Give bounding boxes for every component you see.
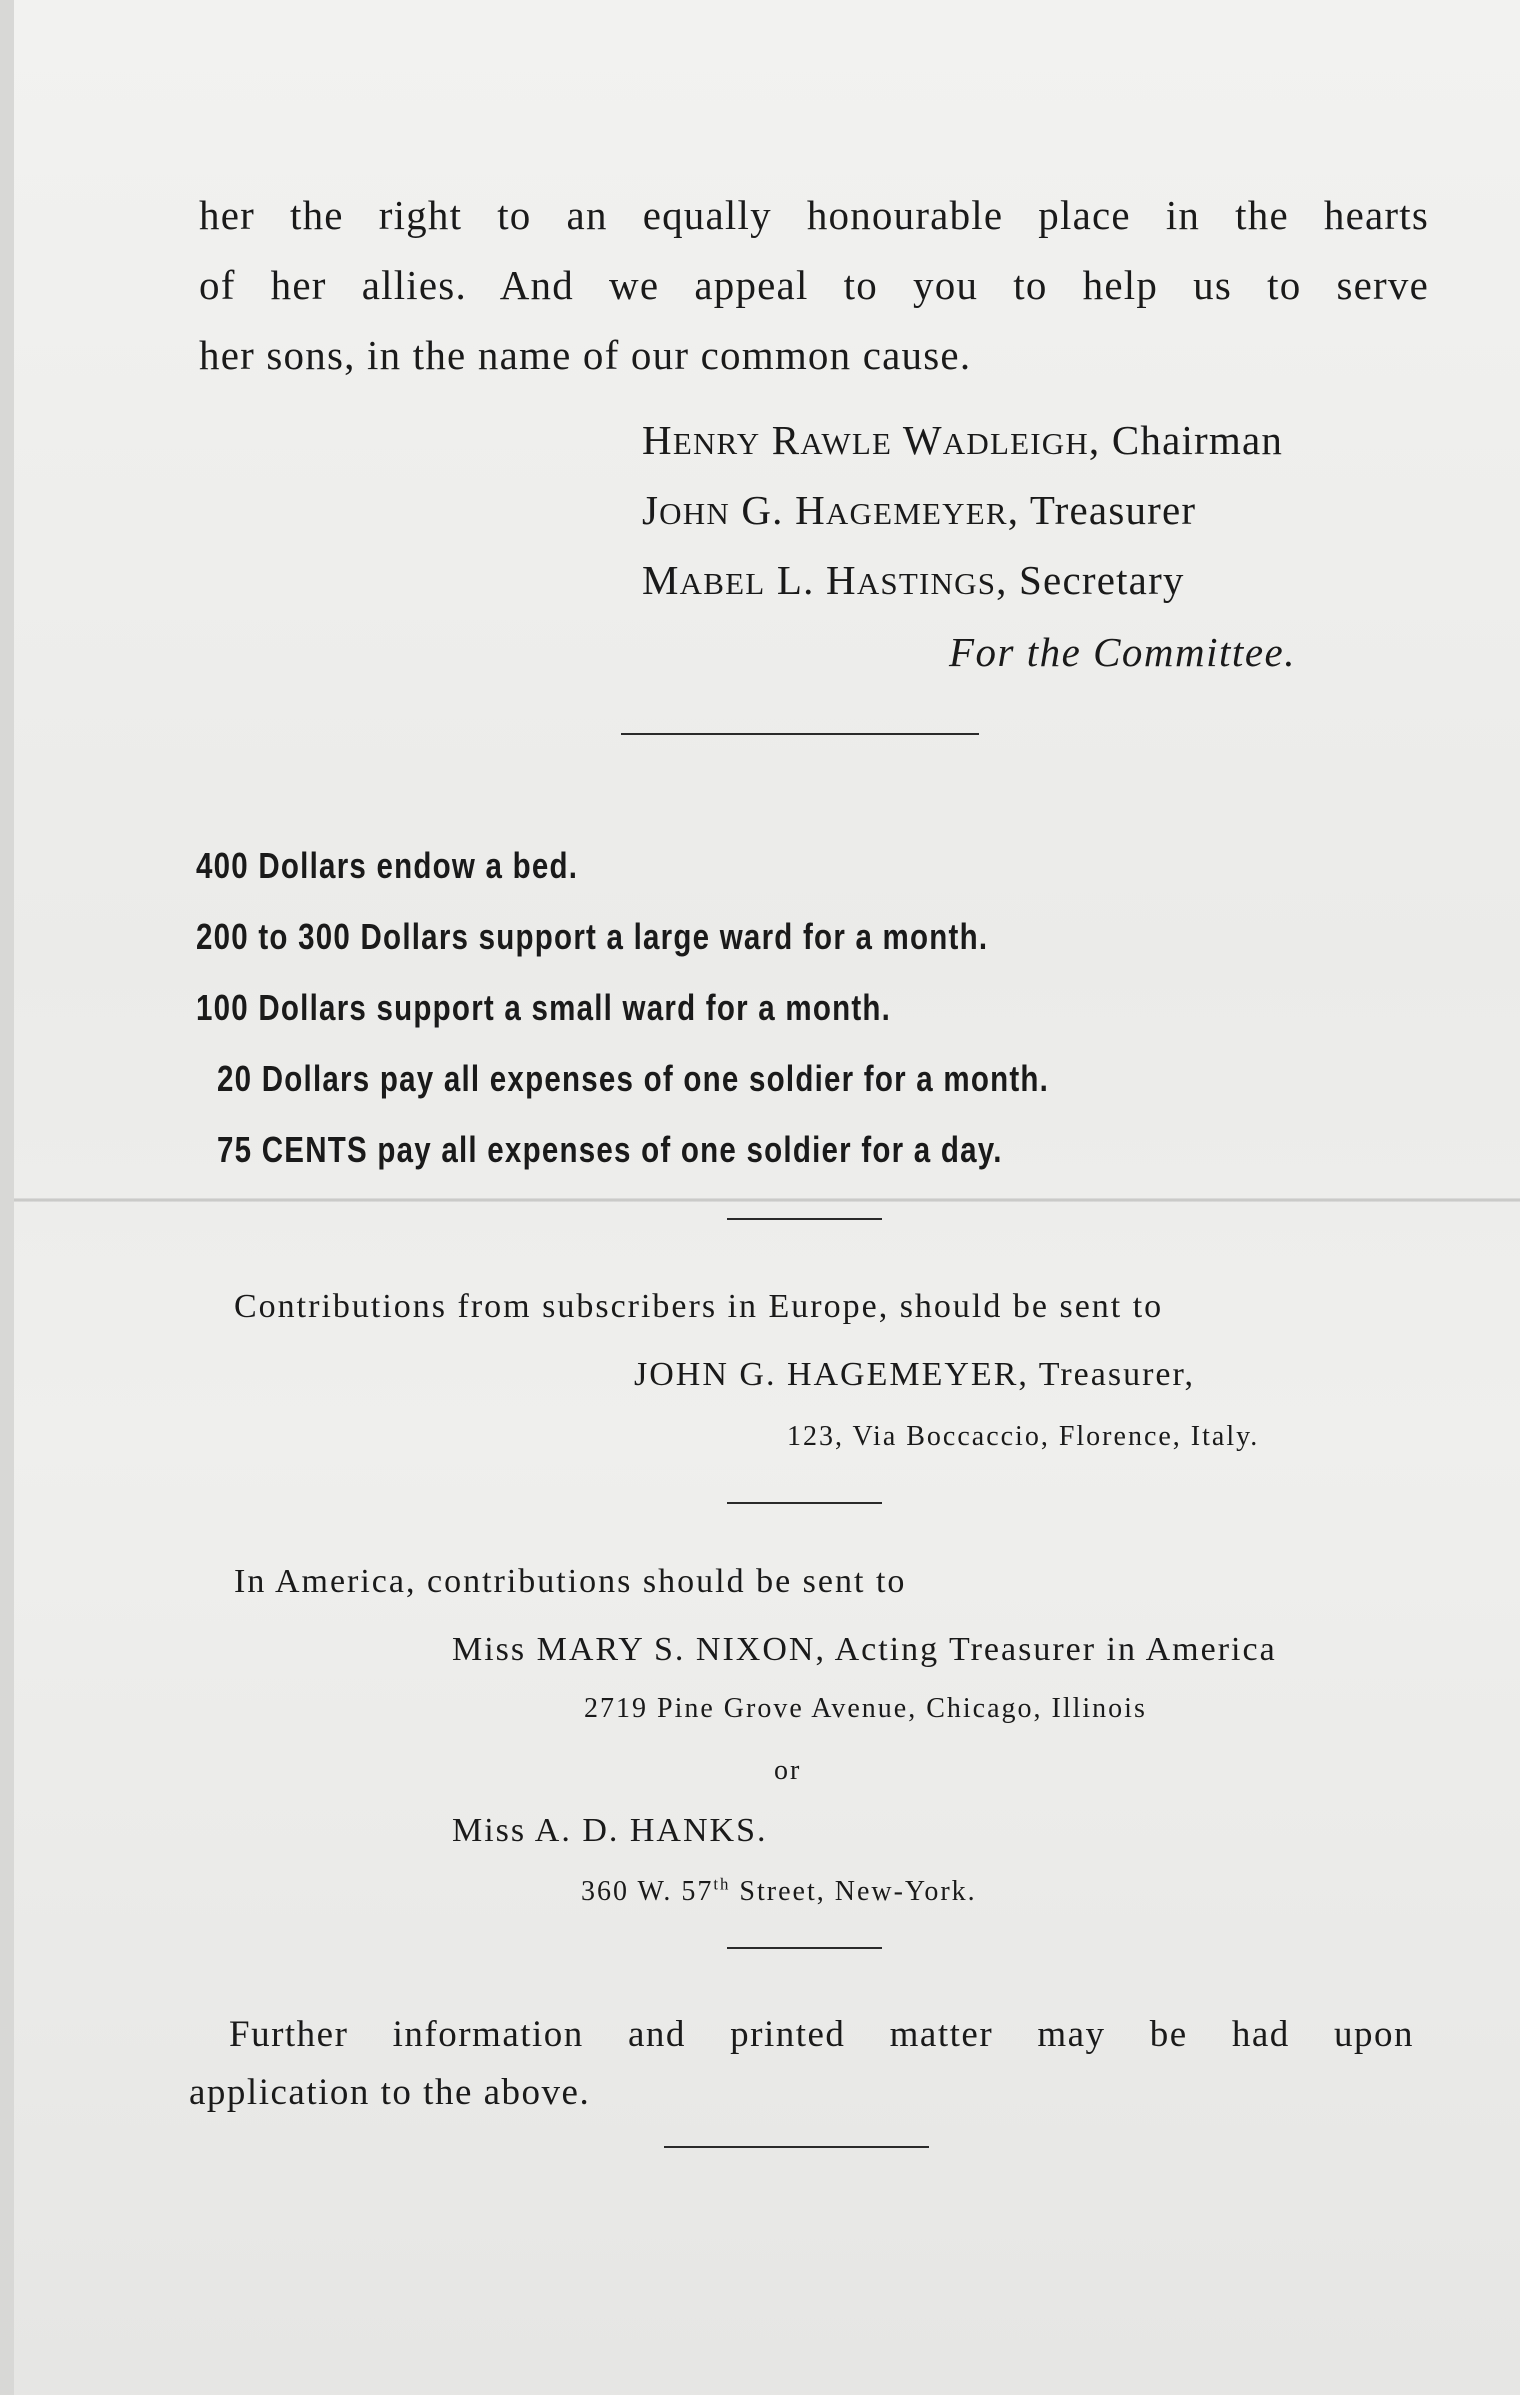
america-second-contact-name: Miss A. D. HANKS. xyxy=(452,1812,768,1849)
divider-rule-5 xyxy=(664,2146,929,2148)
donation-line-3: 100 Dollars support a small ward for a month. xyxy=(196,987,892,1028)
donation-line-1: 400 Dollars endow a bed. xyxy=(196,845,579,886)
signatory-chairman: HENRY RAWLE WADLEIGH, Chairman xyxy=(642,417,1284,463)
donation-line-2: 200 to 300 Dollars support a large ward for a month. xyxy=(196,916,989,957)
divider-rule-3 xyxy=(727,1502,882,1504)
page-fold-crease xyxy=(14,1198,1520,1202)
donation-line-4: 20 Dollars pay all expenses of one soldier for a month. xyxy=(217,1058,1050,1099)
america-treasurer-name: Miss MARY S. NIXON, Acting Treasurer in America xyxy=(452,1631,1277,1668)
america-intro: In America, contributions should be sent to xyxy=(234,1563,907,1600)
europe-treasurer-name: JOHN G. HAGEMEYER, Treasurer, xyxy=(634,1356,1195,1393)
america-address-new-york: 360 W. 57th Street, New-York. xyxy=(581,1874,977,1907)
america-or: or xyxy=(774,1755,802,1786)
signatory-treasurer: JOHN G. HAGEMEYER, Treasurer xyxy=(642,487,1197,533)
committee-line: For the Committee. xyxy=(949,629,1296,675)
america-address-chicago: 2719 Pine Grove Avenue, Chicago, Illinois xyxy=(584,1693,1147,1724)
donation-line-5: 75 CENTS pay all expenses of one soldier for a day. xyxy=(217,1129,1003,1170)
divider-rule-2 xyxy=(727,1218,882,1220)
europe-intro: Contributions from subscribers in Europe, should be sent to xyxy=(234,1288,1164,1325)
divider-rule-1 xyxy=(621,733,979,735)
intro-line-3: her sons, in the name of our common cause. xyxy=(199,332,972,378)
divider-rule-4 xyxy=(727,1947,882,1949)
further-info-line-1: Further information and printed matter may be had upon xyxy=(229,2014,1414,2055)
signatory-secretary: MABEL L. HASTINGS, Secretary xyxy=(642,557,1185,603)
intro-line-1: her the right to an equally honourable place in the hearts xyxy=(199,192,1429,238)
europe-address: 123, Via Boccaccio, Florence, Italy. xyxy=(787,1421,1260,1452)
intro-line-2: of her allies. And we appeal to you to help us to serve xyxy=(199,262,1429,308)
further-info-line-2: application to the above. xyxy=(189,2072,591,2113)
